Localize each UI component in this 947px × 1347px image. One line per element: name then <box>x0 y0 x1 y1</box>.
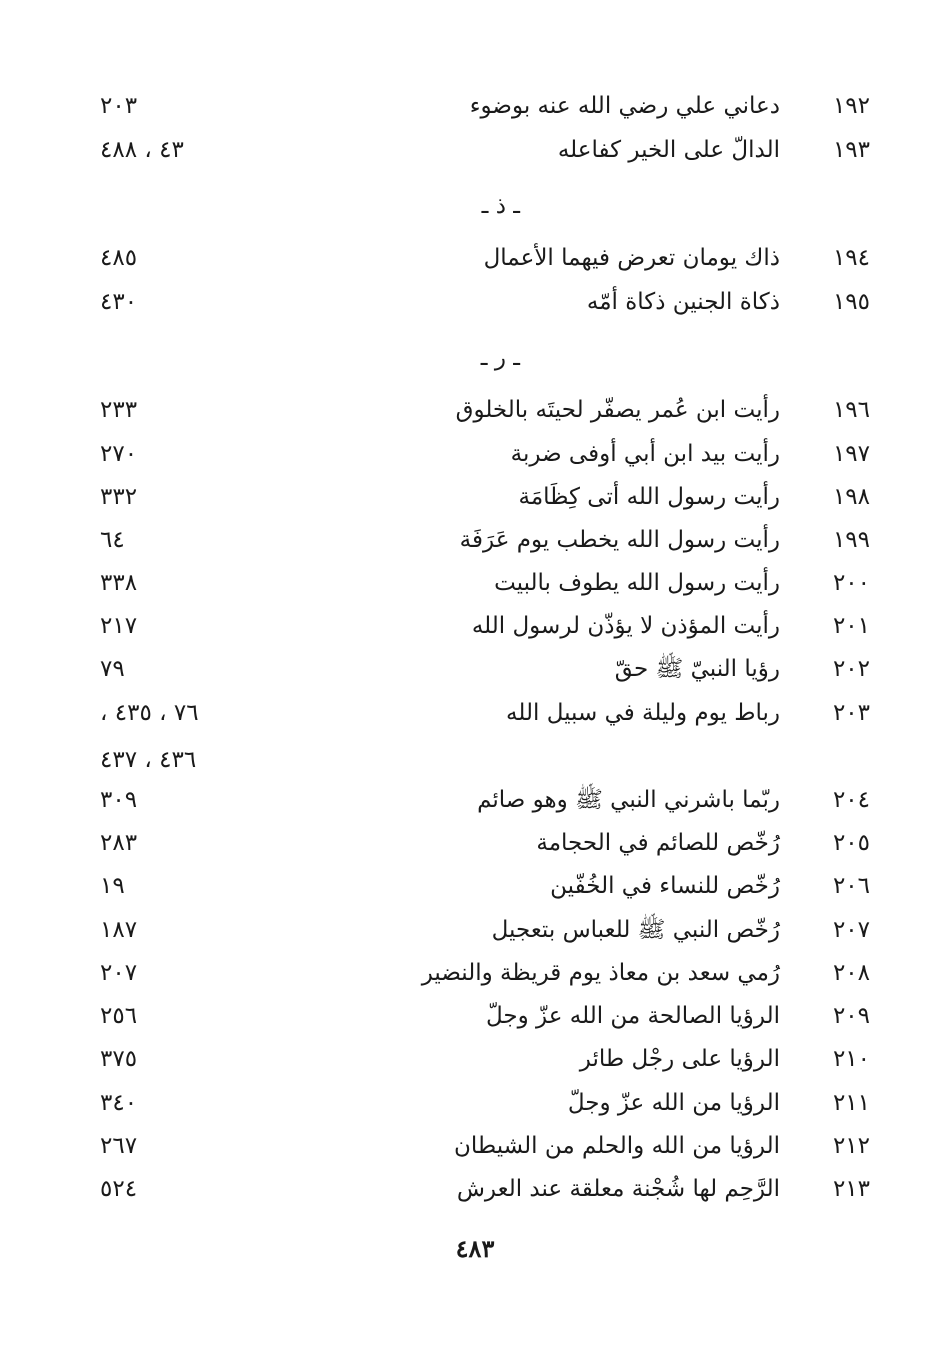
entry-pages: ٤٣ ، ٤٨٨ <box>100 137 184 163</box>
entry-pages: ٣٣٢ <box>100 484 138 510</box>
entry-number: ١٩٩ <box>832 527 870 553</box>
entry-pages: ٢٨٣ <box>100 830 138 856</box>
index-entry <box>0 693 947 733</box>
index-entry <box>0 780 947 820</box>
entry-title: ذكاة الجنين ذكاة أمّه <box>586 289 780 315</box>
entry-title: رؤيا النبيّ ﷺ حقّ <box>614 656 780 682</box>
entry-number: ٢٠٧ <box>832 917 870 943</box>
entry-pages: ٢٥٦ <box>100 1003 138 1029</box>
index-entry <box>0 390 947 430</box>
entry-pages: ٢٦٧ <box>100 1133 138 1159</box>
entry-title: الرَّحِم لها شُجْنة معلقة عند العرش <box>456 1176 780 1202</box>
index-entry <box>0 130 947 170</box>
index-entry <box>0 606 947 646</box>
entry-pages: ٥٢٤ <box>100 1176 138 1202</box>
entry-pages: ٢٣٣ <box>100 397 138 423</box>
index-entry <box>0 282 947 322</box>
entry-number: ٢٠٦ <box>832 873 870 899</box>
entry-number: ٢٠٥ <box>832 830 870 856</box>
entry-pages: ٣٣٨ <box>100 570 138 596</box>
entry-pages: ١٩ <box>100 873 125 899</box>
entry-pages: ١٨٧ <box>100 917 138 943</box>
entry-pages: ٦٤ <box>100 527 125 553</box>
entry-title: ربّما باشرني النبي ﷺ وهو صائم <box>477 787 780 813</box>
section-letter-dhal: ـ ذ ـ <box>481 193 520 219</box>
index-entry <box>0 563 947 603</box>
entry-number: ٢١١ <box>832 1090 870 1116</box>
entry-title: دعاني علي رضي الله عنه بوضوء <box>469 93 780 119</box>
entry-pages: ٢٠٧ <box>100 960 138 986</box>
entry-number: ١٩٦ <box>832 397 870 423</box>
index-entry <box>0 649 947 689</box>
section-letter-ra: ـ ر ـ <box>480 345 520 371</box>
index-entry <box>0 434 947 474</box>
entry-pages: ٢١٧ <box>100 613 138 639</box>
index-entry <box>0 823 947 863</box>
index-entry <box>0 996 947 1036</box>
entry-pages: ٤٣٠ <box>100 289 138 315</box>
entry-pages: ٣٤٠ <box>100 1090 138 1116</box>
entry-number: ١٩٢ <box>832 93 870 119</box>
entry-number: ٢٠٤ <box>832 787 870 813</box>
index-entry <box>0 86 947 126</box>
entry-title: رُخّص النبي ﷺ للعباس بتعجيل <box>491 917 780 943</box>
index-entry <box>0 1169 947 1209</box>
entry-pages: ٣٠٩ <box>100 787 138 813</box>
index-entry <box>0 953 947 993</box>
entry-pages: ٧٦ ، ٤٣٥ ، <box>100 700 199 726</box>
entry-number: ٢٠١ <box>832 613 870 639</box>
entry-title: رأيت بيد ابن أبي أوفى ضربة <box>510 441 780 467</box>
entry-number: ٢١٣ <box>832 1176 870 1202</box>
entry-title: الرؤيا على رجْل طائر <box>579 1046 780 1072</box>
index-entry <box>0 910 947 950</box>
index-entry <box>0 1039 947 1079</box>
entry-title: رُمي سعد بن معاذ يوم قريظة والنضير <box>421 960 780 986</box>
index-entry <box>0 477 947 517</box>
entry-number: ٢٠٣ <box>832 700 870 726</box>
entry-title: رباط يوم وليلة في سبيل الله <box>506 700 780 726</box>
entry-title: الرؤيا من الله والحلم من الشيطان <box>453 1133 780 1159</box>
index-entry <box>0 1083 947 1123</box>
entry-title: الرؤيا من الله عزّ وجلّ <box>567 1090 780 1116</box>
entry-number: ١٩٣ <box>832 137 870 163</box>
index-entry <box>0 1126 947 1166</box>
entry-number: ٢٠٨ <box>832 960 870 986</box>
entry-number: ٢١٠ <box>832 1046 870 1072</box>
page-number: ٤٨٣ <box>455 1234 495 1263</box>
entry-number: ٢٠٩ <box>832 1003 870 1029</box>
entry-number: ١٩٥ <box>832 289 870 315</box>
entry-title: رُخّص للصائم في الحجامة <box>536 830 780 856</box>
entry-pages: ٢٠٣ <box>100 93 138 119</box>
entry-pages: ٤٨٥ <box>100 245 138 271</box>
entry-title: رُخّص للنساء في الخُفّين <box>550 873 780 899</box>
entry-number: ١٩٨ <box>832 484 870 510</box>
entry-number: ٢٠٢ <box>832 656 870 682</box>
index-entry <box>0 866 947 906</box>
entry-title: ذاك يومان تعرض فيهما الأعمال <box>483 245 780 271</box>
entry-number: ١٩٧ <box>832 441 870 467</box>
entry-pages: ٢٧٠ <box>100 441 138 467</box>
index-entry <box>0 520 947 560</box>
entry-title: رأيت رسول الله يطوف بالبيت <box>494 570 780 596</box>
entry-title: رأيت المؤذن لا يؤذّن لرسول الله <box>471 613 780 639</box>
entry-pages: ٧٩ <box>100 656 125 682</box>
entry-pages: ٣٧٥ <box>100 1046 138 1072</box>
index-entry-continuation <box>0 740 947 780</box>
entry-title: رأيت ابن عُمر يصفّر لحيتَه بالخلوق <box>455 397 780 423</box>
entry-title: الرؤيا الصالحة من الله عزّ وجلّ <box>485 1003 780 1029</box>
entry-number: ٢٠٠ <box>832 570 870 596</box>
entry-number: ١٩٤ <box>832 245 870 271</box>
index-entry <box>0 238 947 278</box>
entry-number: ٢١٢ <box>832 1133 870 1159</box>
entry-title: رأيت رسول الله يخطب يوم عَرَفَة <box>459 527 780 553</box>
entry-pages-continued: ٤٣٦ ، ٤٣٧ <box>100 747 197 773</box>
entry-title: رأيت رسول الله أتى كِظَامَة <box>518 484 780 510</box>
entry-title: الدالّ على الخير كفاعله <box>557 137 780 163</box>
